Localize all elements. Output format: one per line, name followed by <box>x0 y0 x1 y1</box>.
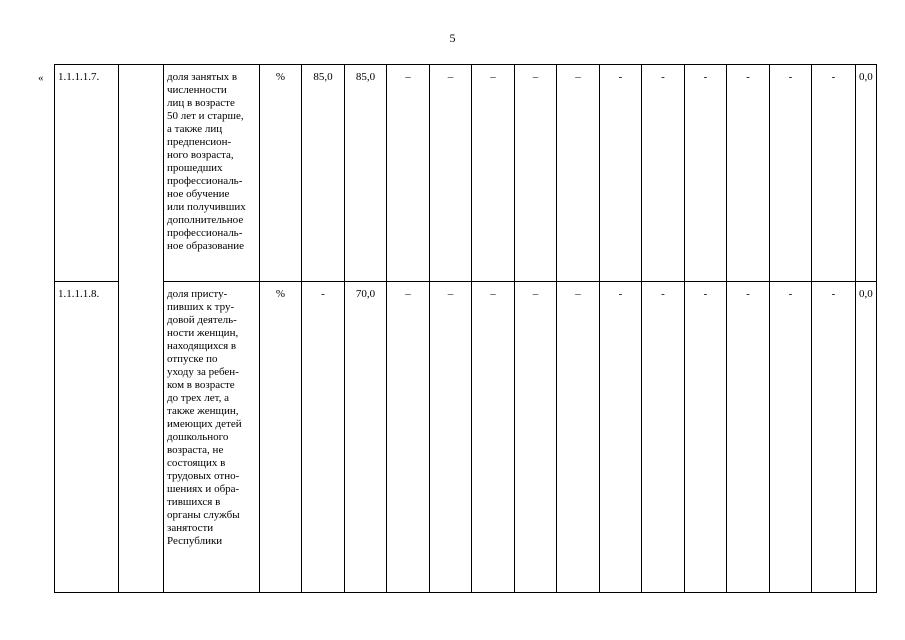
dash-cell: - <box>642 282 685 593</box>
unit-cell: % <box>260 282 302 593</box>
description-line: предпенсион- <box>167 136 232 148</box>
description-line: имеющих детей <box>167 418 242 430</box>
last-value-cell: 0,0 <box>856 282 877 593</box>
dash-cell: - <box>600 65 642 282</box>
dash-cell: - <box>770 65 812 282</box>
description-line: ности женщин, <box>167 327 239 339</box>
dash-cell: – <box>515 65 557 282</box>
value-cell: - <box>302 282 345 593</box>
opening-quote-mark: « <box>38 72 44 84</box>
table-row <box>55 282 877 593</box>
description-line: уходу за ребен- <box>167 366 239 378</box>
description-cell <box>164 282 260 593</box>
value-cell: 70,0 <box>345 282 387 593</box>
row-number-cell: 1.1.1.1.7. <box>55 65 119 282</box>
description-line: доля занятых в <box>167 71 238 83</box>
description-line: тившихся в <box>167 496 221 508</box>
description-line: пивших к тру- <box>167 301 235 313</box>
description-cell <box>164 65 260 282</box>
dash-cell: - <box>685 282 727 593</box>
description-line: возраста, не <box>167 444 224 456</box>
table-body <box>55 65 877 593</box>
description-line: а также лиц <box>167 123 223 135</box>
description-line: шениях и обра- <box>167 483 240 495</box>
dash-cell: – <box>430 282 472 593</box>
description-line: довой деятель- <box>167 314 237 326</box>
description-line: находящихся в <box>167 340 237 352</box>
dash-cell: - <box>770 282 812 593</box>
description-line: до трех лет, а <box>167 392 230 404</box>
merged-empty-cell <box>119 65 164 593</box>
description-line: лиц в возрасте <box>167 97 235 109</box>
dash-cell: – <box>515 282 557 593</box>
description-line: также женщин, <box>167 405 239 417</box>
dash-cell: – <box>387 282 430 593</box>
dash-cell: - <box>727 65 770 282</box>
dash-cell: - <box>642 65 685 282</box>
description-line: отпуске по <box>167 353 218 365</box>
page-number: 5 <box>449 31 456 45</box>
description-line: дополнительное <box>167 214 244 226</box>
dash-cell: - <box>600 282 642 593</box>
description-line: занятости <box>167 522 214 534</box>
description-line: органы службы <box>167 509 240 521</box>
description-line: численности <box>167 84 227 96</box>
dash-cell: – <box>557 65 600 282</box>
table-row <box>55 65 877 282</box>
last-value-cell: 0,0 <box>856 65 877 282</box>
dash-cell: - <box>812 65 856 282</box>
description-line: профессиональ- <box>167 227 243 239</box>
description-line: доля присту- <box>167 288 228 300</box>
description-line: дошкольного <box>167 431 229 443</box>
description-line: ком в возрасте <box>167 379 235 391</box>
description-line: ное образование <box>167 240 244 252</box>
dash-cell: – <box>387 65 430 282</box>
dash-cell: - <box>812 282 856 593</box>
description-line: состоящих в <box>167 457 226 469</box>
description-line: профессиональ- <box>167 175 243 187</box>
description-line: прошедших <box>167 162 223 174</box>
description-line: 50 лет и старше, <box>167 110 244 122</box>
dash-cell: - <box>727 282 770 593</box>
unit-cell: % <box>260 65 302 282</box>
dash-cell: - <box>685 65 727 282</box>
indicator-table <box>54 64 877 593</box>
value-cell: 85,0 <box>302 65 345 282</box>
description-line: ного возраста, <box>167 149 234 161</box>
dash-cell: – <box>430 65 472 282</box>
description-line: или получивших <box>167 201 246 213</box>
dash-cell: – <box>557 282 600 593</box>
description-line: трудовых отно- <box>167 470 240 482</box>
description-line: Республики <box>167 535 223 547</box>
dash-cell: – <box>472 65 515 282</box>
row-number-cell: 1.1.1.1.8. <box>55 282 119 593</box>
description-line: ное обучение <box>167 188 230 200</box>
value-cell: 85,0 <box>345 65 387 282</box>
dash-cell: – <box>472 282 515 593</box>
